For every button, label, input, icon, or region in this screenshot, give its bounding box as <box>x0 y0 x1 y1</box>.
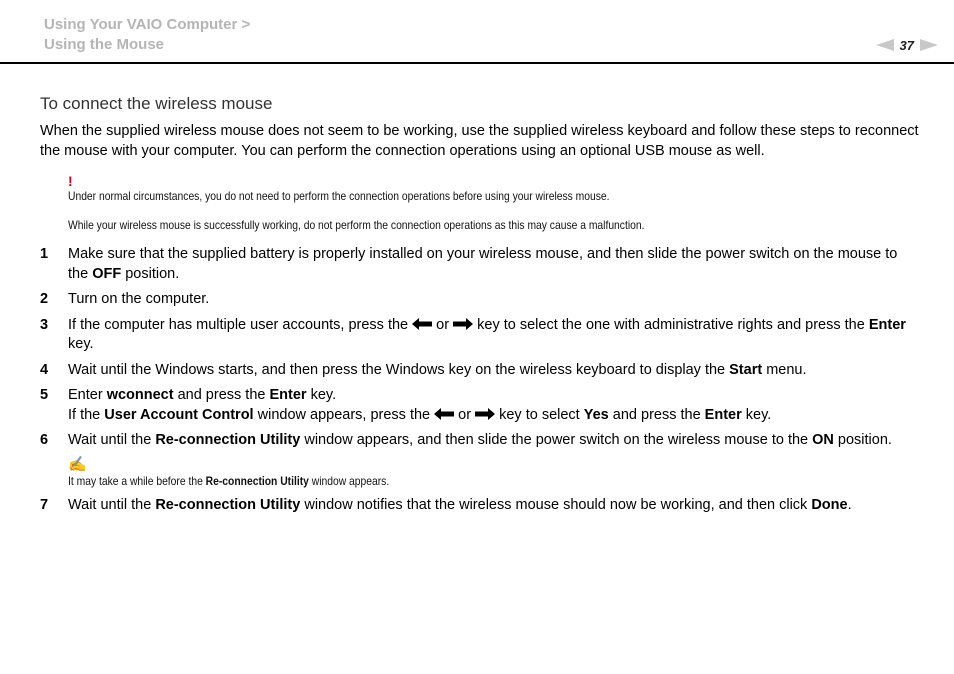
step-number: 5 <box>40 387 49 403</box>
step-text: If the computer has multiple user accounts, press the or key to select the one with administrative rights and press the Enter key. <box>68 316 906 352</box>
right-arrow-key-icon <box>453 318 473 330</box>
breadcrumb-line2: Using the Mouse <box>44 36 165 53</box>
step-text: Enter wconnect and press the Enter key. If the User Account Control window appears, press the or key to select Yes and press the Enter key. <box>68 387 772 423</box>
step-number: 4 <box>40 361 49 378</box>
caution-line: While your wireless mouse is successfully working, do not perform the connection operations as this may cause a malfunction. <box>68 218 645 232</box>
list-item <box>40 361 920 381</box>
list-item <box>40 496 920 516</box>
steps-list <box>40 245 920 515</box>
step-text: Turn on the computer. <box>68 291 210 307</box>
list-item <box>40 290 920 310</box>
section-title: To connect the wireless mouse <box>40 94 273 113</box>
step-text: Wait until the Re-connection Utility window appears, and then slide the power switch on the wireless mouse to the ON position. <box>68 432 892 448</box>
page-number: 37 <box>899 37 914 53</box>
tip-line: It may take a while before the Re-connection Utility window appears. <box>68 473 390 488</box>
main-content <box>40 94 920 521</box>
step-number: 1 <box>40 246 49 262</box>
step-text: Wait until the Re-connection Utility window notifies that the wireless mouse should now be working, and then click Done. <box>68 496 852 513</box>
list-item <box>40 245 920 284</box>
header-rule <box>0 62 954 64</box>
tip-note <box>68 457 920 489</box>
list-item <box>40 316 920 355</box>
page-navigation <box>876 36 938 54</box>
step-number: 6 <box>40 432 49 448</box>
step-number: 3 <box>40 316 49 333</box>
list-item <box>40 431 920 451</box>
breadcrumb-line1: Using Your VAIO Computer > <box>44 16 251 33</box>
caution-note <box>68 174 920 233</box>
step-text: Wait until the Windows starts, and then press the Windows key on the wireless keyboard to display the Start menu. <box>68 361 807 378</box>
right-arrow-key-icon <box>475 408 495 420</box>
left-arrow-key-icon <box>434 408 454 420</box>
list-item <box>40 386 920 425</box>
left-arrow-key-icon <box>412 318 432 330</box>
step-text: Make sure that the supplied battery is properly installed on your wireless mouse, and then slide the power switch on the mouse to the OFF position. <box>68 246 898 282</box>
next-page-arrow-icon[interactable] <box>920 39 938 51</box>
caution-icon: ! <box>68 173 73 189</box>
step-number: 2 <box>40 291 49 307</box>
intro-paragraph: When the supplied wireless mouse does not seem to be working, use the supplied wireless keyboard and follow these steps to reconnect the mouse with your computer. You can perform the connection operations using an optional USB mouse as well. <box>40 123 919 159</box>
step-number: 7 <box>40 496 49 513</box>
caution-line: Under normal circumstances, you do not need to perform the connection operations before using your wireless mouse. <box>68 189 610 203</box>
pencil-note-icon: ✍ <box>68 455 87 473</box>
breadcrumb <box>44 15 250 55</box>
previous-page-arrow-icon[interactable] <box>876 39 894 51</box>
